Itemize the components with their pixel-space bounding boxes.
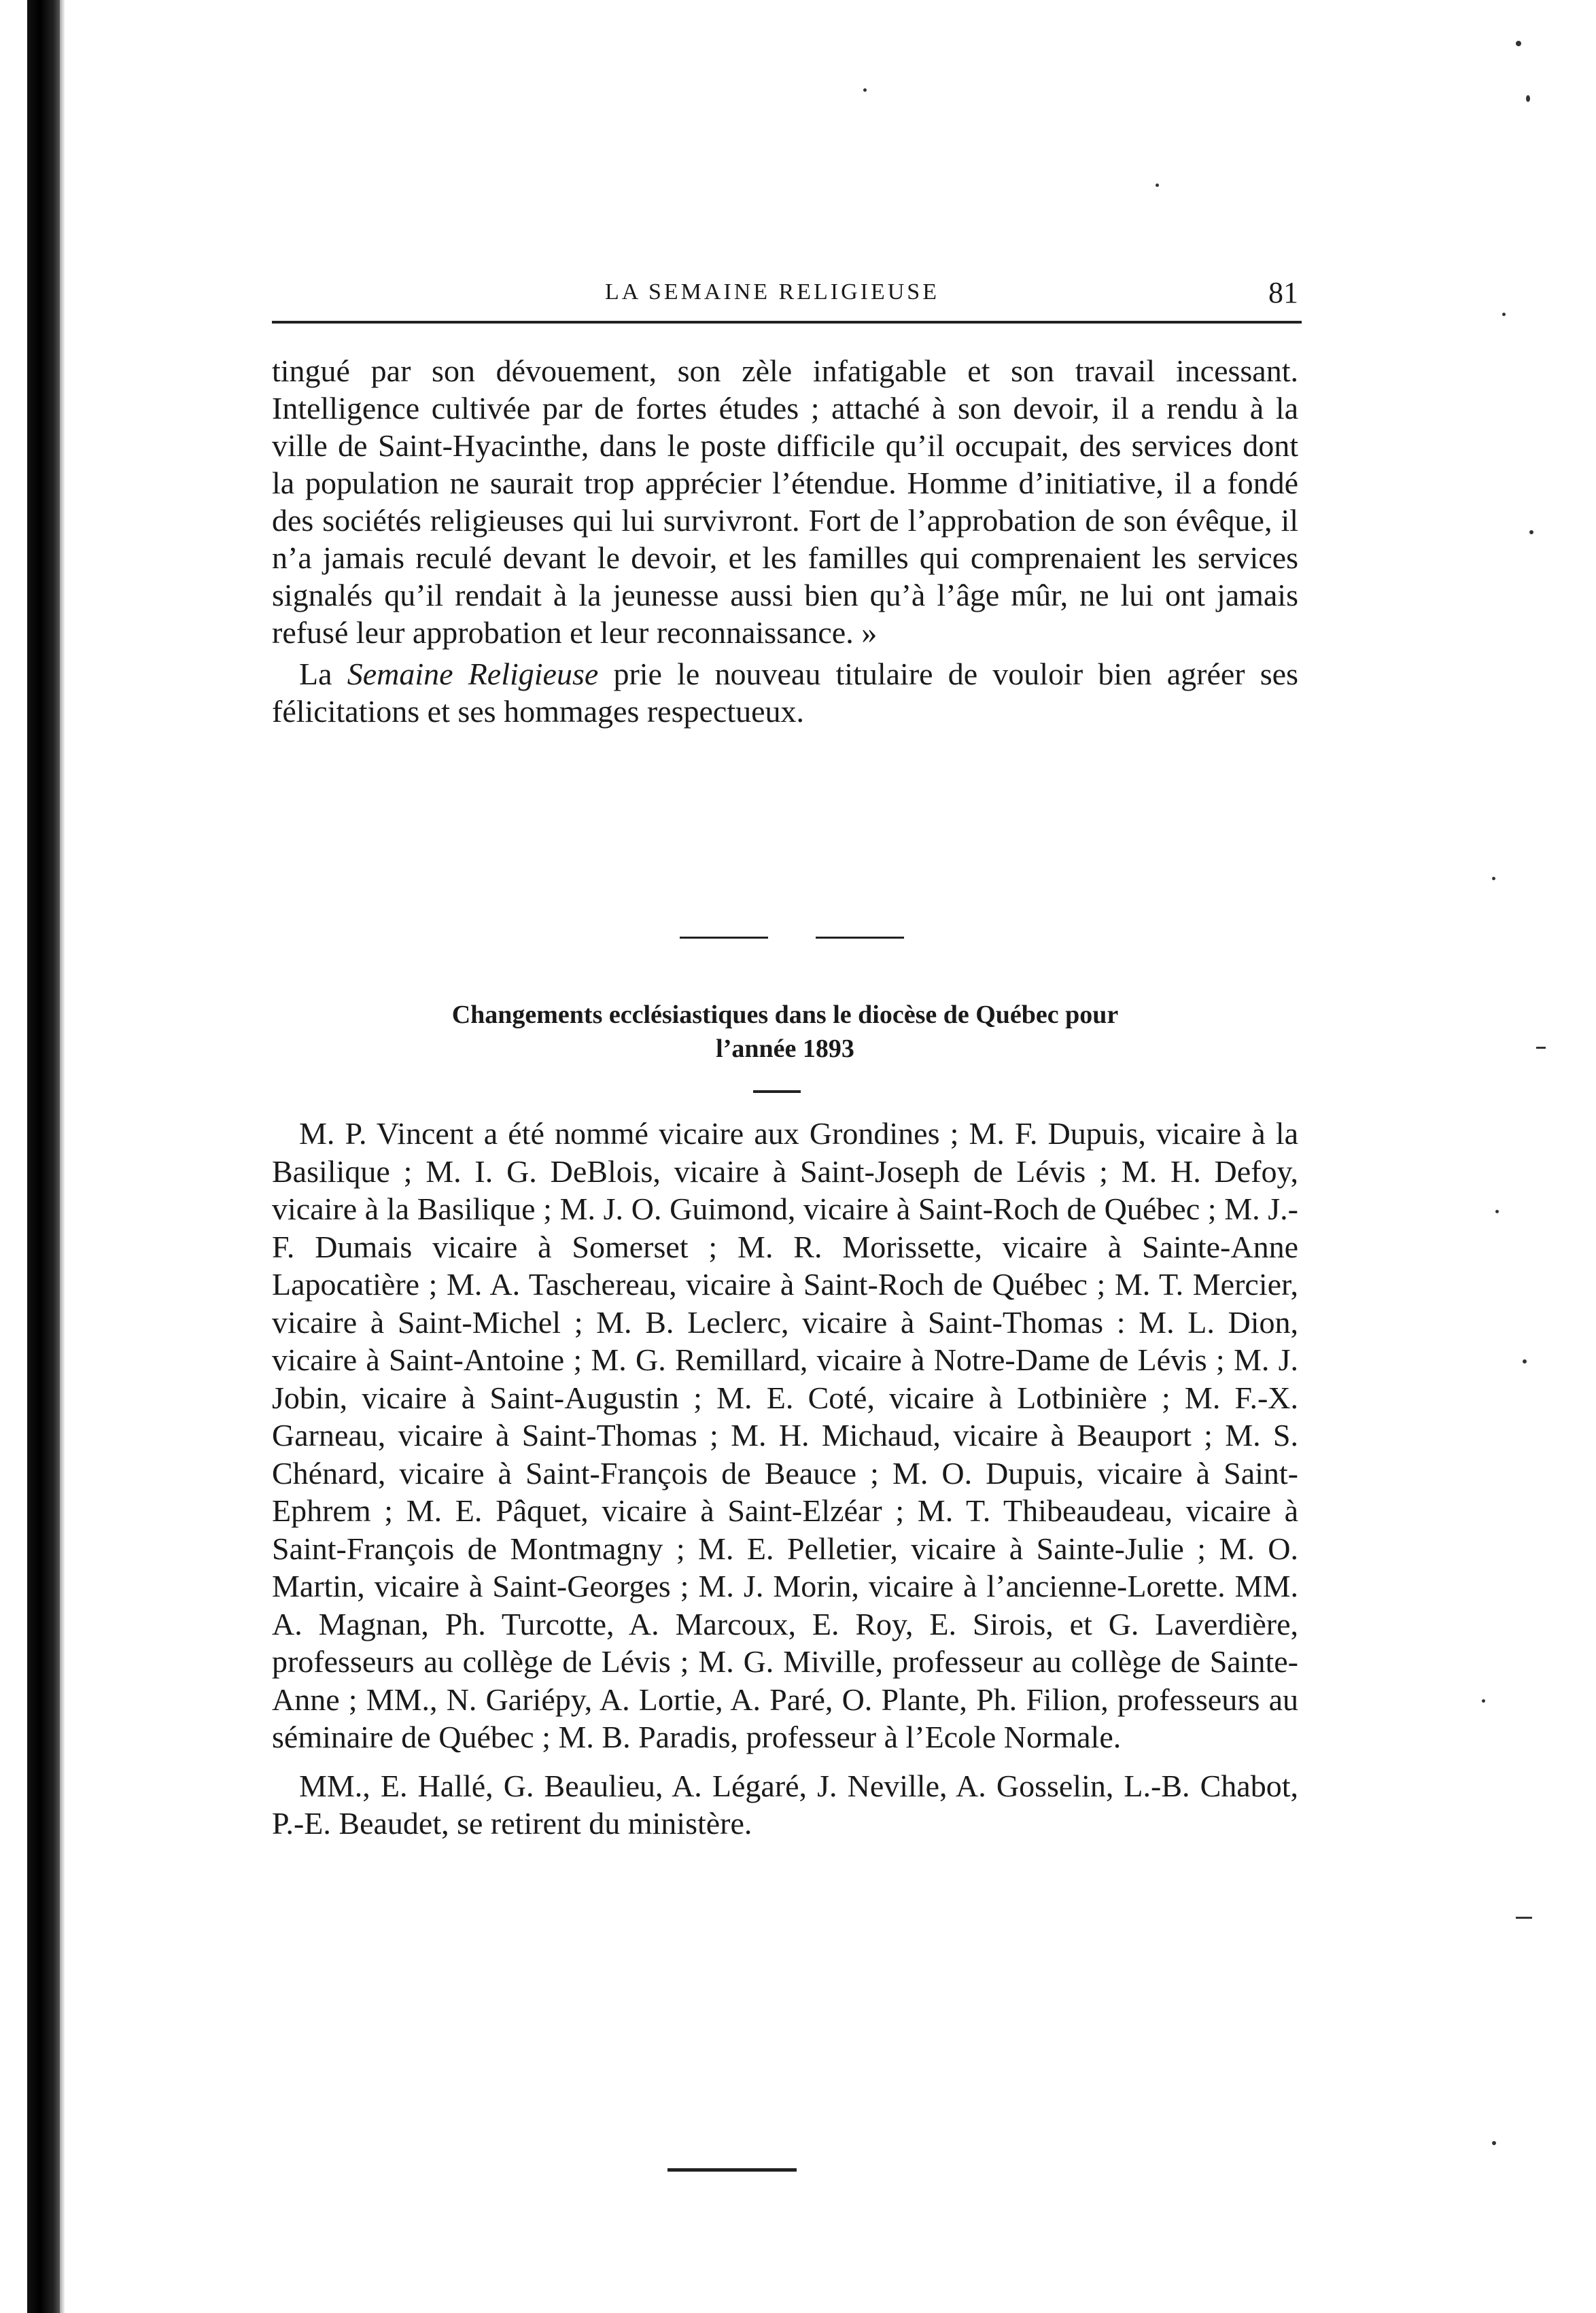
publication-title: Semaine Religieuse — [347, 657, 599, 691]
scan-speck — [1495, 1210, 1499, 1213]
body-paragraph-closing — [272, 655, 1298, 730]
scan-speck — [1502, 313, 1506, 316]
header-rule — [272, 321, 1302, 324]
running-title: LA SEMAINE RELIGIEUSE — [605, 279, 939, 305]
scan-speck — [1492, 877, 1495, 880]
section-separator — [680, 937, 911, 939]
paragraph-prefix: La — [299, 657, 347, 691]
page-binding-edge — [27, 0, 60, 2313]
retirements-paragraph: MM., E. Hallé, G. Beaulieu, A. Légaré, J. Neville, A. Gosselin, L.-B. Chabot, P.-E. Beaudet, se retirent du ministère. — [272, 1768, 1298, 1841]
separator-rule-left — [680, 937, 768, 939]
scan-speck — [1526, 95, 1530, 102]
running-head — [272, 275, 1298, 316]
scan-speck — [1529, 530, 1533, 534]
body-text — [272, 352, 1298, 730]
appointments-text — [272, 1115, 1298, 1843]
body-paragraph: tingué par son dévouement, son zèle infatigable et son travail incessant. Intelligence cultivée par de fortes études ; attaché à son devoir, il a rendu à la ville de Saint-Hyacinthe, dans le poste difficile qu’il occupait, des services dont la population ne saurait trop apprécier l’étendue. Homme d’initiative, il a fondé des sociétés religieuses qui lui survivront. Fort de l’approbation de son évêque, il n’a jamais reculé devant le devoir, et les familles qui comprenaient les services signalés qu’il rendait à la jeunesse aussi bien qu’à l’âge mûr, ne lui ont jamais refusé leur approbation et leur reconnaissance. » — [272, 353, 1298, 650]
section-heading-line-1: Changements ecclésiastiques dans le diocèse de Québec pour — [451, 1001, 1119, 1029]
separator-rule-right — [816, 937, 904, 939]
scan-speck — [1492, 2141, 1496, 2145]
section-heading-rule — [753, 1090, 801, 1093]
scan-speck — [1156, 184, 1159, 187]
scan-speck — [1482, 1699, 1485, 1703]
paragraph-suffix: prie le nouveau titulaire de vouloir bien agréer ses félicitations et ses hommages respectueux. — [272, 657, 1298, 729]
section-heading — [272, 998, 1298, 1066]
page-number: 81 — [1268, 276, 1298, 309]
section-heading-line-2: l’année 1893 — [716, 1034, 854, 1063]
appointments-paragraph: M. P. Vincent a été nommé vicaire aux Grondines ; M. F. Dupuis, vicaire à la Basilique ; M. I. G. DeBlois, vicaire à Saint-Joseph de Lévis ; M. H. Defoy, vicaire à la Basilique ; M. J. O. Guimond, vicaire à Saint-Roch de Québec ; M. J.-F. Dumais vicaire à Somerset ; M. R. Morissette, vicaire à Sainte-Anne Lapocatière ; M. A. Taschereau, vicaire à Saint-Roch de Québec ; M. T. Mercier, vicaire à Saint-Michel ; M. B. Leclerc, vicaire à Saint-Thomas : M. L. Dion, vicaire à Saint-Antoine ; M. G. Remillard, vicaire à Notre-Dame de Lévis ; M. J. Jobin, vicaire à Saint-Augustin ; M. E. Coté, vicaire à Lotbinière ; M. F.-X. Garneau, vicaire à Saint-Thomas ; M. H. Michaud, vicaire à Beauport ; M. S. Chénard, vicaire à Saint-François de Beauce ; M. O. Dupuis, vicaire à Saint-Ephrem ; M. E. Pâquet, vicaire à Saint-Elzéar ; M. T. Thibeaudeau, vicaire à Saint-François de Montmagny ; M. E. Pelletier, vicaire à Sainte-Julie ; M. O. Martin, vicaire à Saint-Georges ; M. J. Morin, vicaire à l’ancienne-Lorette. MM. A. Magnan, Ph. Turcotte, A. Marcoux, E. Roy, E. Sirois, et G. Laverdière, professeurs au collège de Lévis ; M. G. Miville, professeur au collège de Sainte-Anne ; MM., N. Gariépy, A. Lortie, A. Paré, O. Plante, Ph. Filion, professeurs au séminaire de Québec ; M. B. Paradis, professeur à l’Ecole Normale. — [272, 1116, 1298, 1754]
scan-speck — [1523, 1359, 1527, 1363]
scan-speck — [1516, 1917, 1532, 1919]
scan-speck — [1536, 1047, 1546, 1049]
binding-shadow — [60, 0, 65, 2313]
end-rule — [667, 2168, 797, 2172]
scan-speck — [1516, 41, 1521, 46]
scan-speck — [863, 88, 867, 92]
